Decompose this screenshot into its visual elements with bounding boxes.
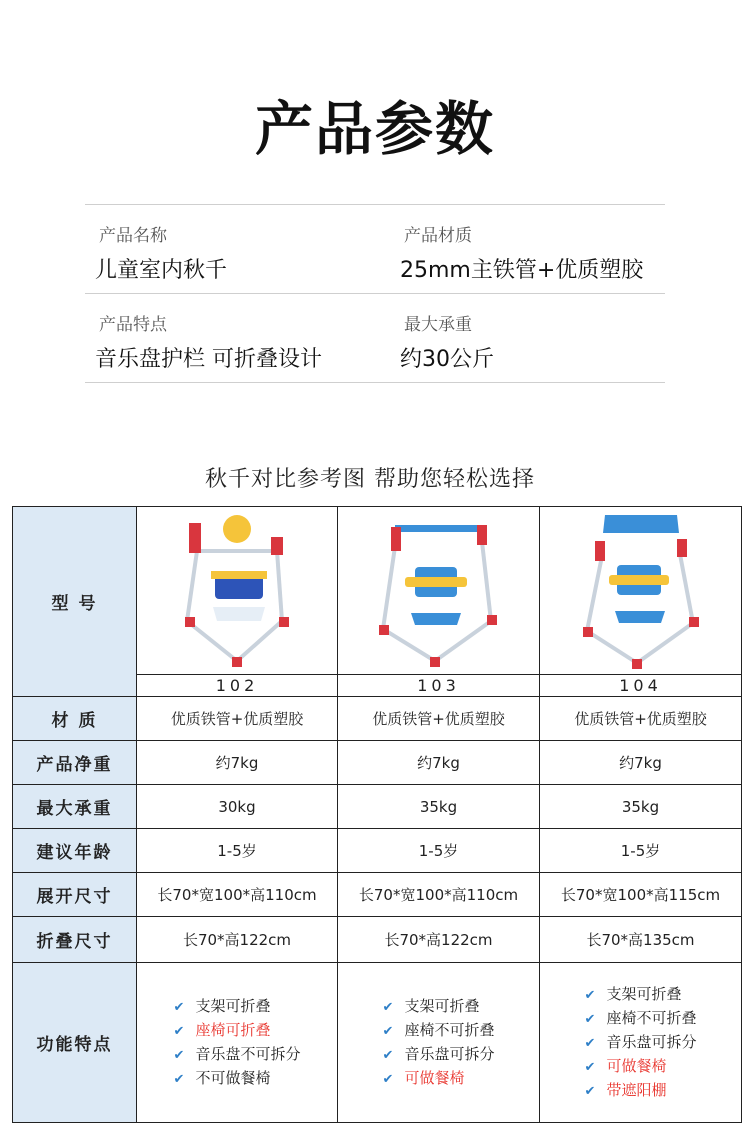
check-icon: ✔	[173, 1023, 185, 1039]
feature-item	[173, 995, 300, 1019]
page-title: 产品参数	[254, 95, 495, 163]
check-icon: ✔	[173, 1047, 185, 1063]
check-icon: ✔	[382, 1071, 394, 1087]
model-number: 104	[540, 675, 742, 697]
table-cell: 约7kg	[338, 741, 540, 785]
table-cell: 35kg	[338, 785, 540, 829]
row-header: 建议年龄	[13, 829, 137, 873]
table-cell: 1-5岁	[137, 829, 338, 873]
check-icon: ✔	[382, 999, 394, 1015]
feature-item	[173, 1067, 300, 1091]
divider	[85, 382, 665, 383]
feature-text: 可做餐椅	[404, 1068, 465, 1087]
params-row	[85, 294, 665, 382]
features-cell-102	[137, 963, 338, 1123]
feature-item	[382, 995, 494, 1019]
row-header: 材 质	[13, 697, 137, 741]
table-row	[13, 785, 742, 829]
feature-item-highlight	[584, 1079, 696, 1103]
table-row	[13, 829, 742, 873]
check-icon: ✔	[173, 1071, 185, 1087]
feature-text: 座椅不可折叠	[606, 1008, 697, 1027]
param-label: 最大承重	[404, 315, 472, 335]
feature-text: 支架可折叠	[404, 996, 480, 1015]
row-header: 型 号	[13, 507, 137, 697]
table-cell: 约7kg	[137, 741, 338, 785]
table-cell: 1-5岁	[540, 829, 742, 873]
check-icon: ✔	[584, 1011, 596, 1027]
feature-item-highlight	[173, 1019, 300, 1043]
check-icon: ✔	[382, 1023, 394, 1039]
check-icon: ✔	[584, 987, 596, 1003]
feature-text: 座椅不可折叠	[404, 1020, 495, 1039]
comparison-title: 秋千对比参考图 帮助您轻松选择	[205, 467, 535, 492]
feature-item	[584, 983, 696, 1007]
feature-text: 音乐盘不可拆分	[195, 1044, 301, 1063]
table-cell: 约7kg	[540, 741, 742, 785]
params-row	[85, 205, 665, 293]
check-icon: ✔	[382, 1047, 394, 1063]
feature-text: 音乐盘可拆分	[606, 1032, 697, 1051]
check-icon: ✔	[584, 1035, 596, 1051]
feature-item	[382, 1019, 494, 1043]
param-value: 约30公斤	[400, 347, 494, 372]
product-image-103	[338, 507, 540, 675]
feature-text: 不可做餐椅	[195, 1068, 271, 1087]
param-value: 儿童室内秋千	[95, 258, 228, 283]
feature-item	[382, 1043, 494, 1067]
feature-item	[584, 1007, 696, 1031]
model-number: 102	[137, 675, 338, 697]
table-row	[13, 697, 742, 741]
param-value: 25mm主铁管+优质塑胶	[400, 258, 644, 283]
row-header: 最大承重	[13, 785, 137, 829]
comparison-table	[12, 506, 742, 1123]
feature-text: 座椅可折叠	[195, 1020, 271, 1039]
check-icon: ✔	[173, 999, 185, 1015]
model-number: 103	[338, 675, 540, 697]
row-header: 展开尺寸	[13, 873, 137, 917]
feature-list	[382, 995, 494, 1091]
feature-text: 可做餐椅	[606, 1056, 667, 1075]
row-header: 折叠尺寸	[13, 917, 137, 963]
table-row	[13, 873, 742, 917]
row-header: 产品净重	[13, 741, 137, 785]
feature-text: 支架可折叠	[606, 984, 682, 1003]
table-cell: 长70*高135cm	[540, 917, 742, 963]
param-label: 产品特点	[99, 315, 167, 335]
product-image-104	[540, 507, 742, 675]
feature-text: 音乐盘可拆分	[404, 1044, 495, 1063]
table-row	[13, 963, 742, 1123]
check-icon: ✔	[584, 1059, 596, 1075]
feature-text: 带遮阳棚	[606, 1080, 667, 1099]
table-cell: 长70*高122cm	[338, 917, 540, 963]
table-cell: 优质铁管+优质塑胶	[137, 697, 338, 741]
table-cell: 长70*高122cm	[137, 917, 338, 963]
row-header: 功能特点	[13, 963, 137, 1123]
swing-102-image	[167, 511, 307, 671]
feature-item-highlight	[584, 1055, 696, 1079]
features-cell-104	[540, 963, 742, 1123]
features-cell-103	[338, 963, 540, 1123]
param-label: 产品材质	[404, 226, 472, 246]
product-image-102	[137, 507, 338, 675]
table-cell: 35kg	[540, 785, 742, 829]
table-row	[13, 507, 742, 675]
param-value: 音乐盘护栏 可折叠设计	[95, 347, 322, 372]
table-row	[13, 917, 742, 963]
swing-103-image	[369, 511, 509, 671]
table-cell: 长70*宽100*高110cm	[338, 873, 540, 917]
swing-104-image	[571, 511, 711, 671]
table-cell: 优质铁管+优质塑胶	[338, 697, 540, 741]
feature-item	[173, 1043, 300, 1067]
params-section	[85, 204, 665, 383]
table-cell: 长70*宽100*高110cm	[137, 873, 338, 917]
table-cell: 长70*宽100*高115cm	[540, 873, 742, 917]
feature-text: 支架可折叠	[195, 996, 271, 1015]
table-row	[13, 741, 742, 785]
param-label: 产品名称	[99, 226, 167, 246]
check-icon: ✔	[584, 1083, 596, 1099]
table-cell: 1-5岁	[338, 829, 540, 873]
feature-item-highlight	[382, 1067, 494, 1091]
feature-list	[584, 983, 696, 1103]
table-cell: 30kg	[137, 785, 338, 829]
feature-list	[173, 995, 300, 1091]
feature-item	[584, 1031, 696, 1055]
table-cell: 优质铁管+优质塑胶	[540, 697, 742, 741]
